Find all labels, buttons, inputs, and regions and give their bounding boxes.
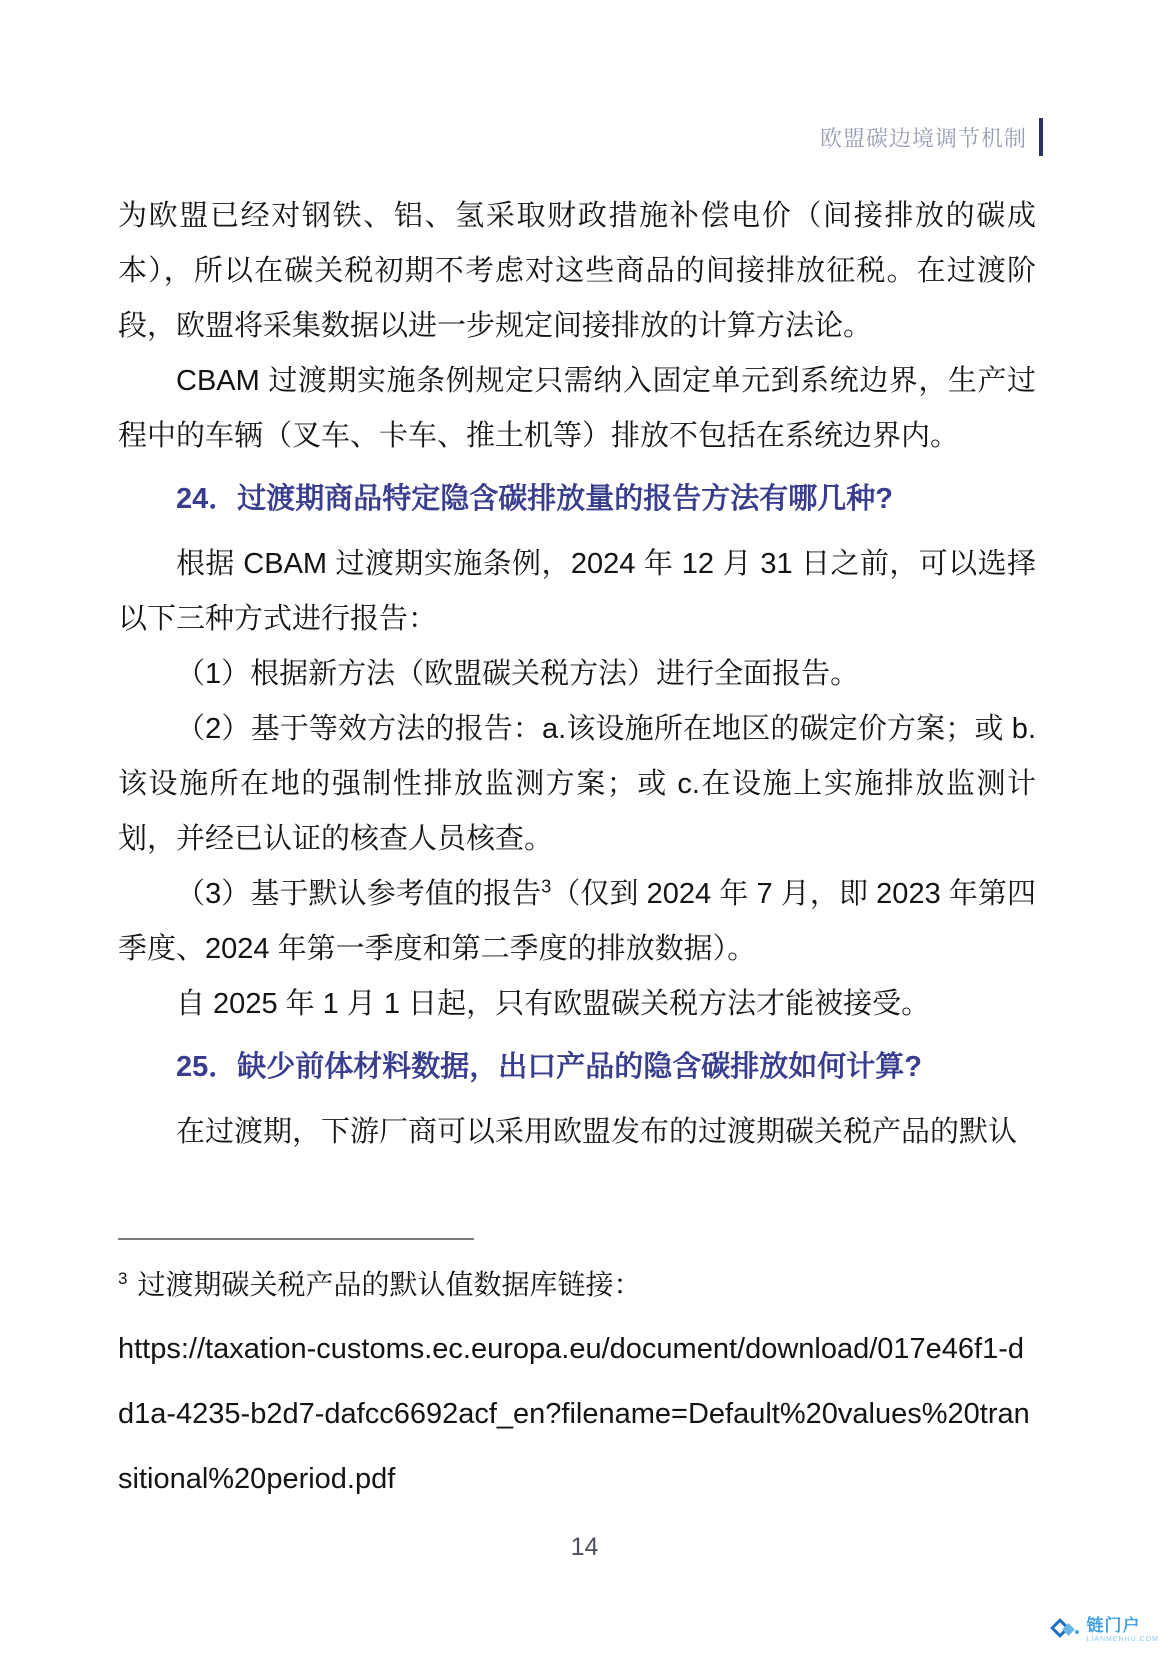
paragraph-intro-continuation: 为欧盟已经对钢铁、铝、氢采取财政措施补偿电价（间接排放的碳成本），所以在碳关税初期不考虑对这些商品的间接排放征税。在过渡阶段，欧盟将采集数据以进一步规定间接排放的计算方法论。: [118, 200, 1036, 342]
q24-item3-text-pre: （3）基于默认参考值的报告: [176, 878, 542, 910]
q25-paragraph-intro: 在过渡期，下游厂商可以采用欧盟发布的过渡期碳关税产品的默认: [176, 1116, 1018, 1148]
footnote-reference-3: 3: [541, 876, 552, 897]
page-number: 14: [570, 1533, 599, 1561]
lianmenhu-logo-icon: [1050, 1615, 1080, 1645]
question-24-heading: 24．过渡期商品特定隐含碳排放量的报告方法有哪几种?: [176, 483, 893, 515]
footnote-marker: 3: [118, 1268, 128, 1288]
q24-list-item-3: [118, 867, 1036, 977]
header-accent-bar: [1039, 118, 1043, 156]
question-25-heading: 25．缺少前体材料数据，出口产品的隐含碳排放如何计算?: [176, 1051, 922, 1083]
footnote-url: https://taxation-customs.ec.europa.eu/document/download/017e46f1-dd1a-4235-b2d7-dafcc6692acf_en?filename=Default%20values%20transitional%20period.pdf: [118, 1333, 1030, 1495]
running-header: [118, 118, 1043, 156]
footnote-label: [118, 1252, 1036, 1317]
q24-list-item-1: （1）根据新方法（欧盟碳关税方法）进行全面报告。: [176, 658, 860, 690]
paragraph-cbam-system-boundary: CBAM 过渡期实施条例规定只需纳入固定单元到系统边界，生产过程中的车辆（叉车、卡车、推土机等）排放不包括在系统边界内。: [118, 365, 1036, 452]
footnote-divider: [118, 1238, 474, 1240]
q24-list-item-2: （2）基于等效方法的报告：a.该设施所在地区的碳定价方案；或 b.该设施所在地的强制性排放监测方案；或 c.在设施上实施排放监测计划，并经已认证的核查人员核查。: [118, 713, 1036, 855]
logo-dot: [1075, 1630, 1079, 1634]
q24-item3-text-post: （仅到 2024 年 7 月，即 2023 年第四季度、2024 年第一季度和第二季度的排放数据）。: [118, 878, 1036, 965]
brand-text: [1086, 1617, 1159, 1643]
footnote-block: [118, 1238, 1036, 1512]
footnote-label-text: 过渡期碳关税产品的默认值数据库链接：: [137, 1269, 642, 1300]
q24-paragraph-intro: 根据 CBAM 过渡期实施条例，2024 年 12 月 31 日之前，可以选择以下三种方式进行报告：: [118, 548, 1036, 635]
article-body: [118, 189, 1036, 1512]
q24-paragraph-closing: 自 2025 年 1 月 1 日起，只有欧盟碳关税方法才能被接受。: [176, 988, 931, 1020]
brand-name: 链门户: [1086, 1616, 1141, 1635]
brand-domain: LIANMENHU.COM: [1086, 1636, 1159, 1643]
running-header-title: 欧盟碳边境调节机制: [819, 125, 1027, 151]
brand-watermark: [1050, 1615, 1159, 1645]
